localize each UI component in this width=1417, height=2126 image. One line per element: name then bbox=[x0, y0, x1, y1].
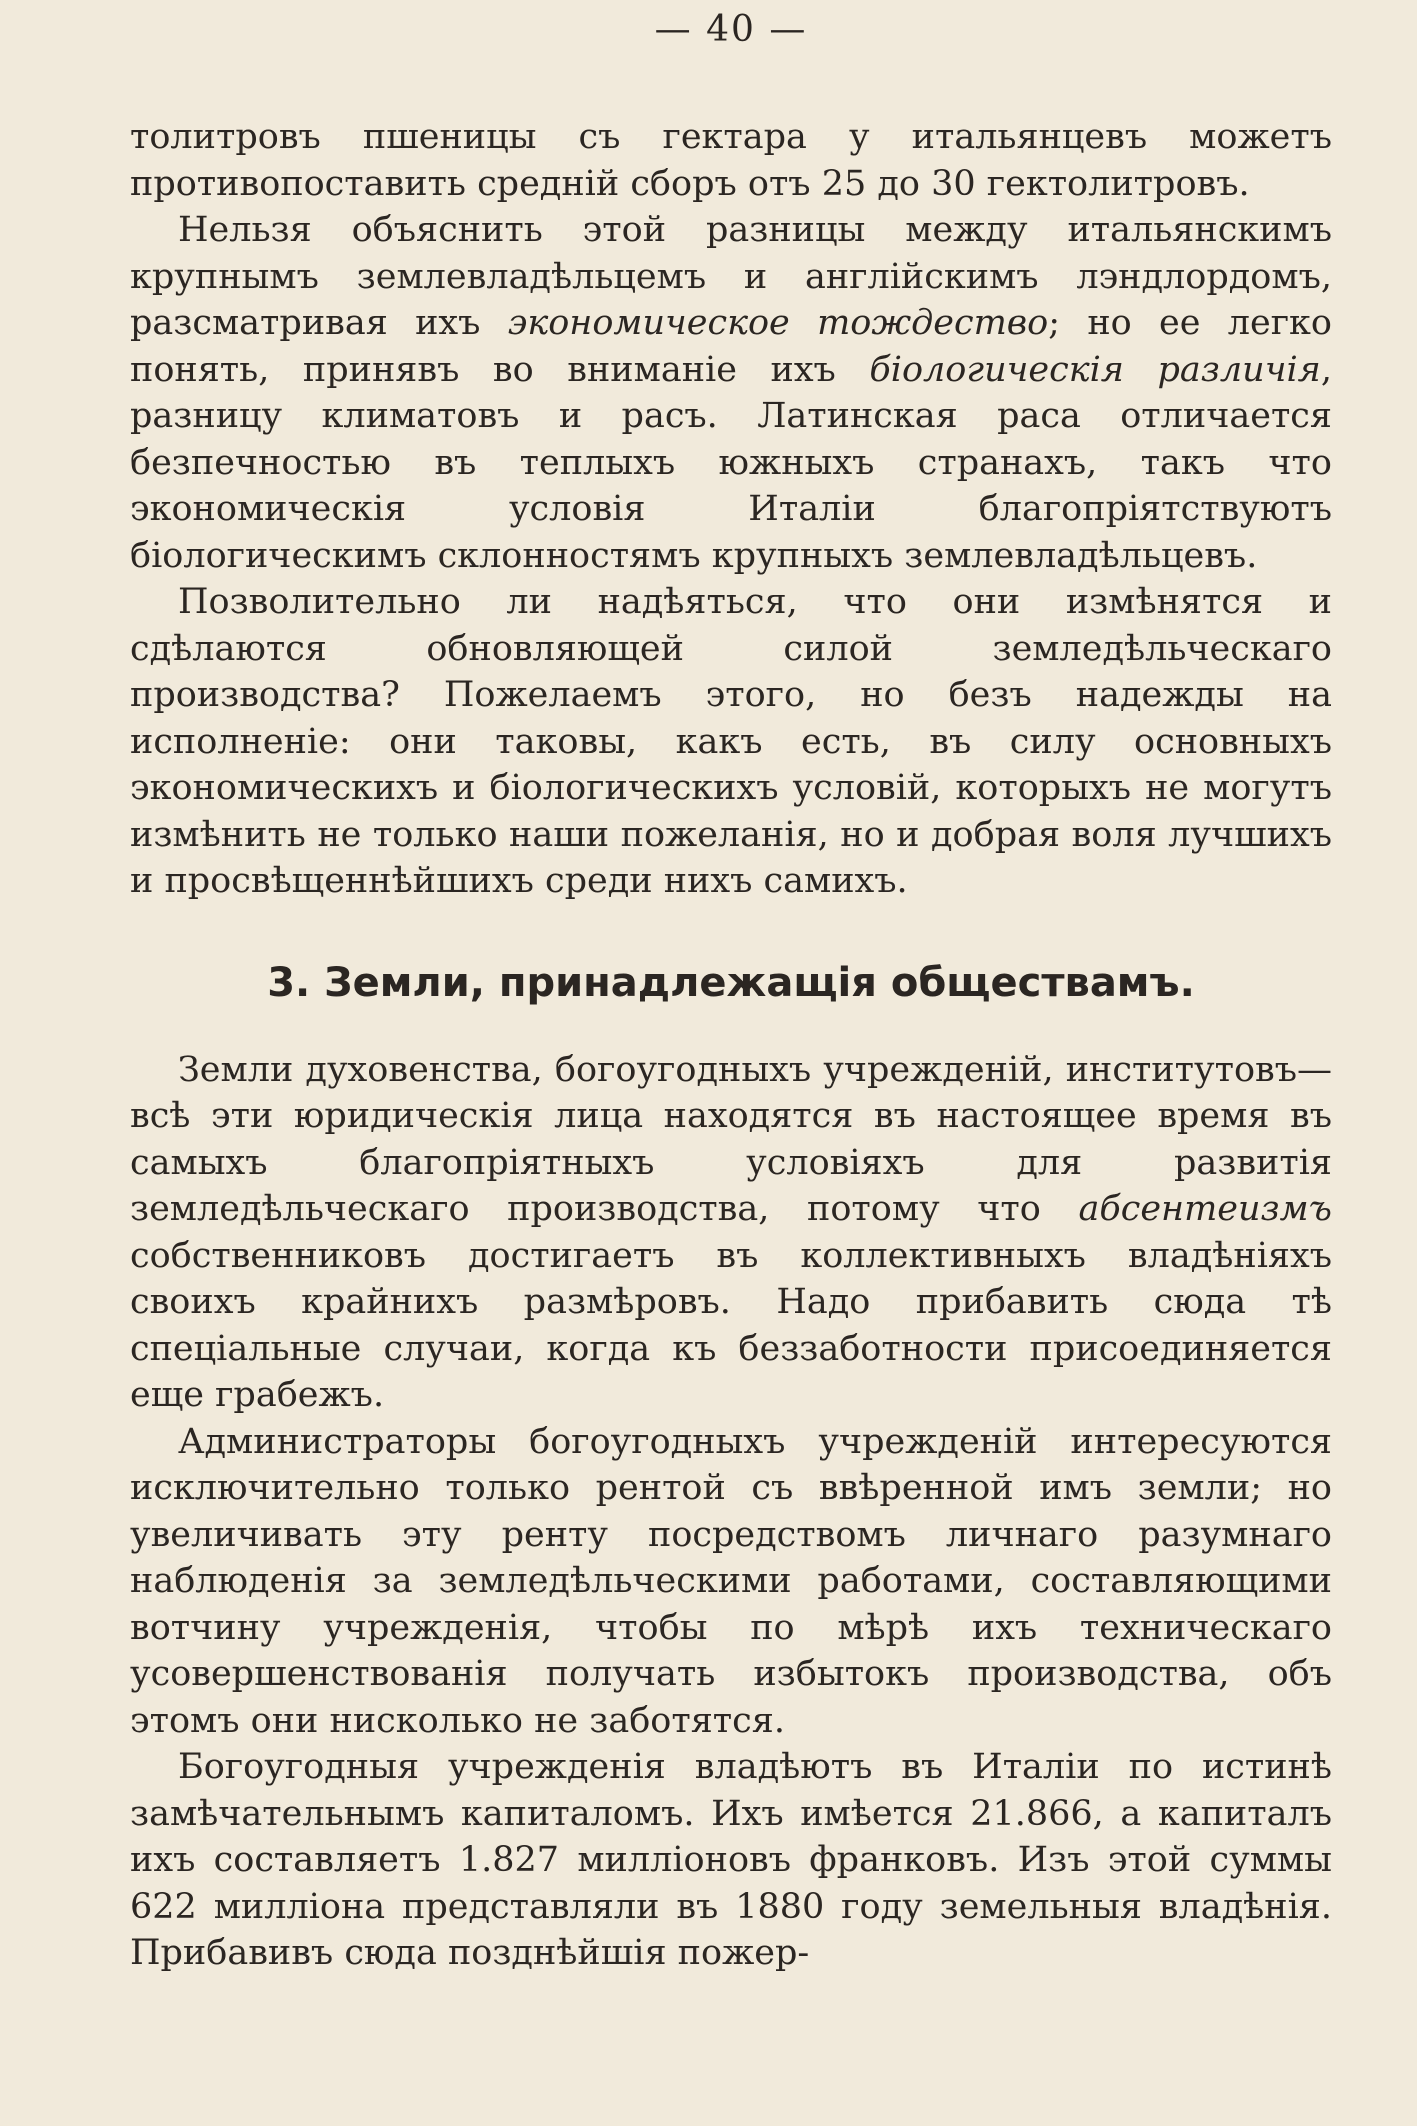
paragraph bbox=[130, 1047, 1332, 1419]
paragraphs-before-section bbox=[130, 114, 1332, 905]
text-run: Земли духовенства, богоугодныхъ учрежденій, институтовъ—всѣ эти юридическія лица находятся въ настоящее время въ самыхъ благопріятныхъ условіяхъ для развитія земледѣльческаго производства, потому что bbox=[130, 1049, 1332, 1229]
text-run: собственниковъ достигаетъ въ коллективныхъ владѣніяхъ своихъ крайнихъ размѣровъ. Надо прибавить сюда тѣ спеціальные случаи, когда къ беззаботности присоединяется еще грабежъ. bbox=[130, 1235, 1332, 1415]
body-text bbox=[130, 114, 1332, 1977]
paragraph bbox=[130, 579, 1332, 905]
paragraph bbox=[130, 207, 1332, 579]
italic-text: біологическія различія bbox=[869, 349, 1321, 390]
text-run: Администраторы богоугодныхъ учрежденій интересуются исключительно только рентой съ ввѣренной имъ земли; но увеличивать эту ренту посредствомъ личнаго разумнаго наблюденія за земледѣльческими работами, составляющими вотчину учрежденія, чтобы по мѣрѣ ихъ техническаго усовершенствованія получать избытокъ производства, объ этомъ они нисколько не заботятся. bbox=[130, 1421, 1332, 1741]
text-run: толитровъ пшеницы съ гектара у итальянцевъ можетъ противопоставить средній сборъ отъ 25 до 30 гектолитровъ. bbox=[130, 117, 1332, 204]
paragraph bbox=[130, 1744, 1332, 1977]
paragraph bbox=[130, 1419, 1332, 1745]
paragraphs-after-section bbox=[130, 1047, 1332, 1977]
italic-text: экономическое тождество bbox=[507, 303, 1049, 343]
section-title: 3. Земли, принадлежащія обществамъ. bbox=[267, 959, 1195, 1006]
text-run: Нельзя объяснить этой разницы между итальянскимъ крупнымъ землевладѣльцемъ и англійскимъ лэндлордомъ, разсматривая ихъ bbox=[130, 210, 1332, 343]
paragraph bbox=[130, 114, 1332, 207]
page-number: — 40 — bbox=[654, 9, 808, 50]
text-run: Богоугодныя учрежденія владѣютъ въ Италіи по истинѣ замѣчательнымъ капиталомъ. Ихъ имѣется 21.866, а капиталъ ихъ составляетъ 1.827 милліоновъ франковъ. Изъ этой суммы 622 милліона представляли въ 1880 году земельныя владѣнія. Прибавивъ сюда позднѣйшія пожер- bbox=[130, 1747, 1332, 1973]
text-run: Позволительно ли надѣяться, что они измѣнятся и сдѣлаются обновляющей силой земледѣльческаго производства? Пожелаемъ этого, но безъ надежды на исполненіе: они таковы, какъ есть, въ силу основныхъ экономическихъ и біологическихъ условій, которыхъ не могутъ измѣнить не только наши пожеланія, но и добрая воля лучшихъ и просвѣщеннѣйшихъ среди нихъ самихъ. bbox=[130, 582, 1332, 901]
italic-text: абсентеизмъ bbox=[1078, 1189, 1332, 1229]
text-run: ; но ее легко понять, принявъ во вниманіе ихъ bbox=[130, 303, 1332, 390]
text-run: , разницу климатовъ и расъ. Латинская раса отличается безпечностью въ теплыхъ южныхъ странахъ, такъ что экономическія условія Италіи благопріятствуютъ біологическимъ склонностямъ крупныхъ землевладѣльцевъ. bbox=[130, 349, 1332, 576]
